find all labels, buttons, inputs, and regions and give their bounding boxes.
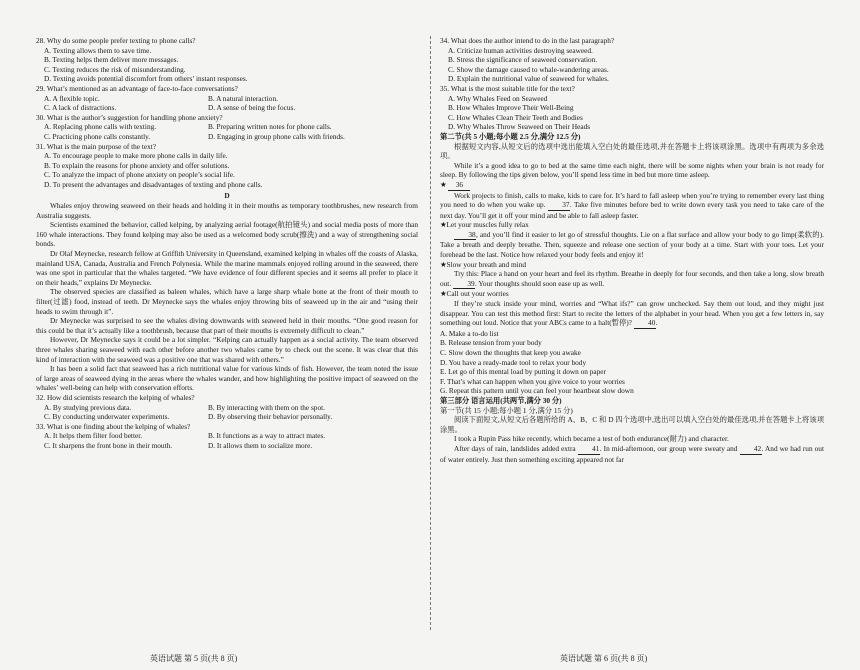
choice-option: C. Slow down the thoughts that keep you awake [440,348,581,357]
passage-paragraph: Dr Olaf Meynecke, research fellow at Griffith University in Queensland, examined kelping in whales off the coasts of Alaska, mainland USA, Canada, Australia and French Polynesia. While the marine mammals enjoyed rolling around in the seaweed, there was one spot in particular that the whales targeted. “We have evidence of four different species and it seems all prefer to place it on their heads,” explains Dr Meynecke. [36,249,418,287]
option: D. It allows them to socialize more. [208,440,313,450]
question-34 [440,36,824,84]
question-stem: 32. How did scientists research the kelping of whales? [36,392,195,402]
passage-paragraph: It has been a solid fact that seaweed has a rich nutritional value for various kinds of fish. However, the team noted the issue of large areas of seaweed dying in the areas where the whales wander, and how highlighting the positive impact of seaweed on the whales’ well-being can help with conservation efforts. [36,364,418,393]
question-stem: 31. What is the main purpose of the text? [36,141,157,151]
choice-option: F. That’s what can happen when you give voice to your worries [440,376,625,386]
section-2-heading: 第二节(共 5 小题;每小题 2.5 分,满分 12.5 分) [440,131,581,141]
option: D. To present the advantages and disadvantages of texting and phone calls. [44,179,263,189]
option: A. Texting allows them to save time. [44,45,152,55]
passage-paragraph: After days of rain, landslides added extra 41. In mid-afternoon, our group were sweaty and 42. And we had run out of water entirely. Just then something exciting appeared not far [440,443,824,464]
option: D. Texting avoids potential discomfort from others’ instant responses. [44,74,248,84]
question-28 [36,36,418,84]
passage-paragraph: Scientists examined the behavior, called kelping, by analyzing aerial footage(航拍镜头) and social media posts of more than 160 whale interactions. They found kelping may also be used as a welcomed body scrub(擦洗) and a way of strengthening social bonds. [36,220,418,249]
question-stem: 33. What is one finding about the kelping of whales? [36,421,191,431]
heading-blank-36: ★ 36 [440,180,824,191]
blank-40[interactable]: 40 [634,318,656,329]
choice-option: B. Release tension from your body [440,338,542,348]
passage-d [36,201,418,393]
passage-paragraph: The observed species are classified as baleen whales, which have a large sharp whale bone at the front of their mouth to filter(过滤) food, instead of teeth. Dr Meynecke says the whales enjoy throwing bits of seaweed up in the air and “using their heads to swim through it”. [36,287,418,316]
passage-paragraph: I took a Rupin Pass hike recently, which became a test of both endurance(耐力) and character. [454,434,729,444]
choice-option: G. Repeat this pattern until you can feel your heartbeat slow down [440,386,634,396]
section-1-instruction: 阅读下面短文,从短文后各题所给的 A、B、C 和 D 四个选项中,选出可以填入空白处的最佳选项,并在答题卡上将该项涂黑。 [440,415,824,434]
option: C. Practicing phone calls constantly. [44,131,151,141]
blank-37[interactable]: 37 [548,200,570,211]
question-stem: 30. What is the author’s suggestion for handling phone anxiety? [36,112,223,122]
option: C. To analyze the impact of phone anxiety on people’s social life. [44,170,235,180]
page-footer-right: 英语试题 第 6 页(共 8 页) [560,654,648,663]
choice-option: E. Let go of this mental load by putting it down on paper [440,367,606,377]
question-stem: 28. Why do some people prefer texting to phone calls? [36,36,196,45]
blank-38[interactable]: 38 [454,230,476,241]
question-30 [36,113,418,142]
section-2-instruction: 根据短文内容,从短文后的选项中选出能填入空白处的最佳选项,并在答题卡上将该项涂黑。选项中有两项为多余选项。 [440,141,824,161]
option: D. Engaging in group phone calls with friends. [208,131,345,141]
option: D. Why Whales Throw Seaweed on Their Heads [448,122,591,132]
question-32 [36,393,418,422]
page-footer-left: 英语试题 第 5 页(共 8 页) [150,654,238,663]
option: C. Show the damage caused to whale-wandering areas. [448,64,609,74]
option: B. How Whales Improve Their Well-Being [448,103,574,113]
blank-42[interactable]: 42 [740,444,762,455]
question-33 [36,422,418,451]
blank-41[interactable]: 41 [578,444,600,455]
option: A. It helps them filter food better. [44,431,143,441]
choice-list [440,329,824,396]
part-3-heading: 第三部分 语言运用(共两节,满分 30 分) [440,395,562,405]
passage-paragraph: Try this: Place a hand on your heart and feel its rhythm. Breathe in deeply for four seconds, and then take a long, slow breath out. 39. Your thoughts should soon ease up as well. [440,269,824,288]
option: B. Texting helps them deliver more messages. [44,55,179,65]
left-column [36,36,428,652]
option: B. To explain the reasons for phone anxiety and offer solutions. [44,160,230,170]
question-29 [36,84,418,113]
right-column [428,36,824,652]
choice-option: D. You have a ready-made tool to relax your body [440,357,587,367]
option: B. Preparing written notes for phone calls. [208,122,332,132]
option: A. To encourage people to make more phone calls in daily life. [44,151,228,161]
option: D. Explain the nutritional value of seaweed for whales. [448,74,609,84]
option: B. It functions as a way to attract mates. [208,431,326,441]
option: C. A lack of distractions. [44,103,117,113]
passage-paragraph: Work projects to finish, calls to make, kids to care for. It’s hard to fall asleep when you’re trying to remember every last thing you need to do when you wake up. 37. Take five minutes before bed to write down every task you need to take care of the next day. You’ll get it off your mind and be able to fall asleep faster. [440,190,824,220]
question-stem: 29. What’s mentioned as an advantage of face-to-face conversations? [36,83,238,93]
blank-39[interactable]: 39 [453,279,475,290]
option: C. Texting reduces the risk of misunderstanding. [44,64,186,74]
passage-paragraph: However, Dr Meynecke says it could be a lot simpler. “Kelping can actually happen as a social activity. The team observed three whales sharing seaweed with each other before another two whales came by to check out the scene. It was clear that this kind of interaction with the seaweed was a positive one that was shared with others.” [36,335,418,364]
passage-paragraph: 38, and you’ll find it easier to let go of stressful thoughts. Lie on a flat surface and allow your body to go limp(柔软的). Take a breath and deeply breathe. Then, squeeze and release one section of your body at a time. Start with your toes. Let your forehead be the last. Notice how relaxed your body feels and enjoy it! [440,229,824,260]
question-stem: 35. What is the most suitable title for the text? [440,83,575,93]
section-1-heading: 第一节(共 15 小题;每小题 1 分,满分 15 分) [440,405,573,415]
option: A. Replacing phone calls with texting. [44,122,157,132]
passage-paragraph: While it’s a good idea to go to bed at the same time each night, there will be some nights when your brain is not ready for sleep. By following the tips given below, you’ll spend less time in bed but more time asleep. [440,160,824,180]
option: D. By observing their behavior personally. [208,412,333,422]
subheading: ★Slow your breath and mind [440,259,526,269]
option: A. Why Whales Feed on Seaweed [448,93,548,103]
option: B. Stress the significance of seaweed conservation. [448,55,598,65]
option: A. Criticize human activities destroying seaweed. [448,45,593,55]
option: A. By studying previous data. [44,402,132,412]
passage-paragraph: If they’re stuck inside your mind, worries and “What ifs?” can grow unchecked. Say them out loud, and they might just disappear. You can test this method first: Start to recite the letters of the alphabet in your head. When you get a few letters in, say something out loud. Notice that your ABCs came to a halt(暂停)? 40. [440,299,824,328]
question-35 [440,84,824,132]
option: B. A natural interaction. [208,93,278,103]
option: A. A flexible topic. [44,93,100,103]
passage-paragraph: Dr Meynecke was surprised to see the whales diving downwards with seaweed held in their mouths. “One good reason for this could be that it’s actually like a toothbrush, because that part of their mouths is extremely difficult to clean.” [36,316,418,335]
question-31 [36,142,418,190]
option: C. By conducting underwater experiments. [44,412,170,422]
option: C. It sharpens the front bone in their mouth. [44,440,173,450]
blank-36[interactable]: 36 [448,180,470,191]
choice-option: A. Make a to-do list [440,328,499,338]
option: D. A sense of being the focus. [208,103,296,113]
question-stem: 34. What does the author intend to do in the last paragraph? [440,36,615,45]
passage-d-title: D [224,190,230,200]
option: B. By interacting with them on the spot. [208,402,325,412]
passage-paragraph: Whales enjoy throwing seaweed on their heads and holding it in their mouths as temporary toothbrushes, new research from Australia suggests. [36,201,418,220]
subheading: ★Call out your worries [440,289,509,299]
option: C. How Whales Clean Their Teeth and Bodies [448,112,583,122]
subheading: ★Let your muscles fully relax [440,220,529,230]
